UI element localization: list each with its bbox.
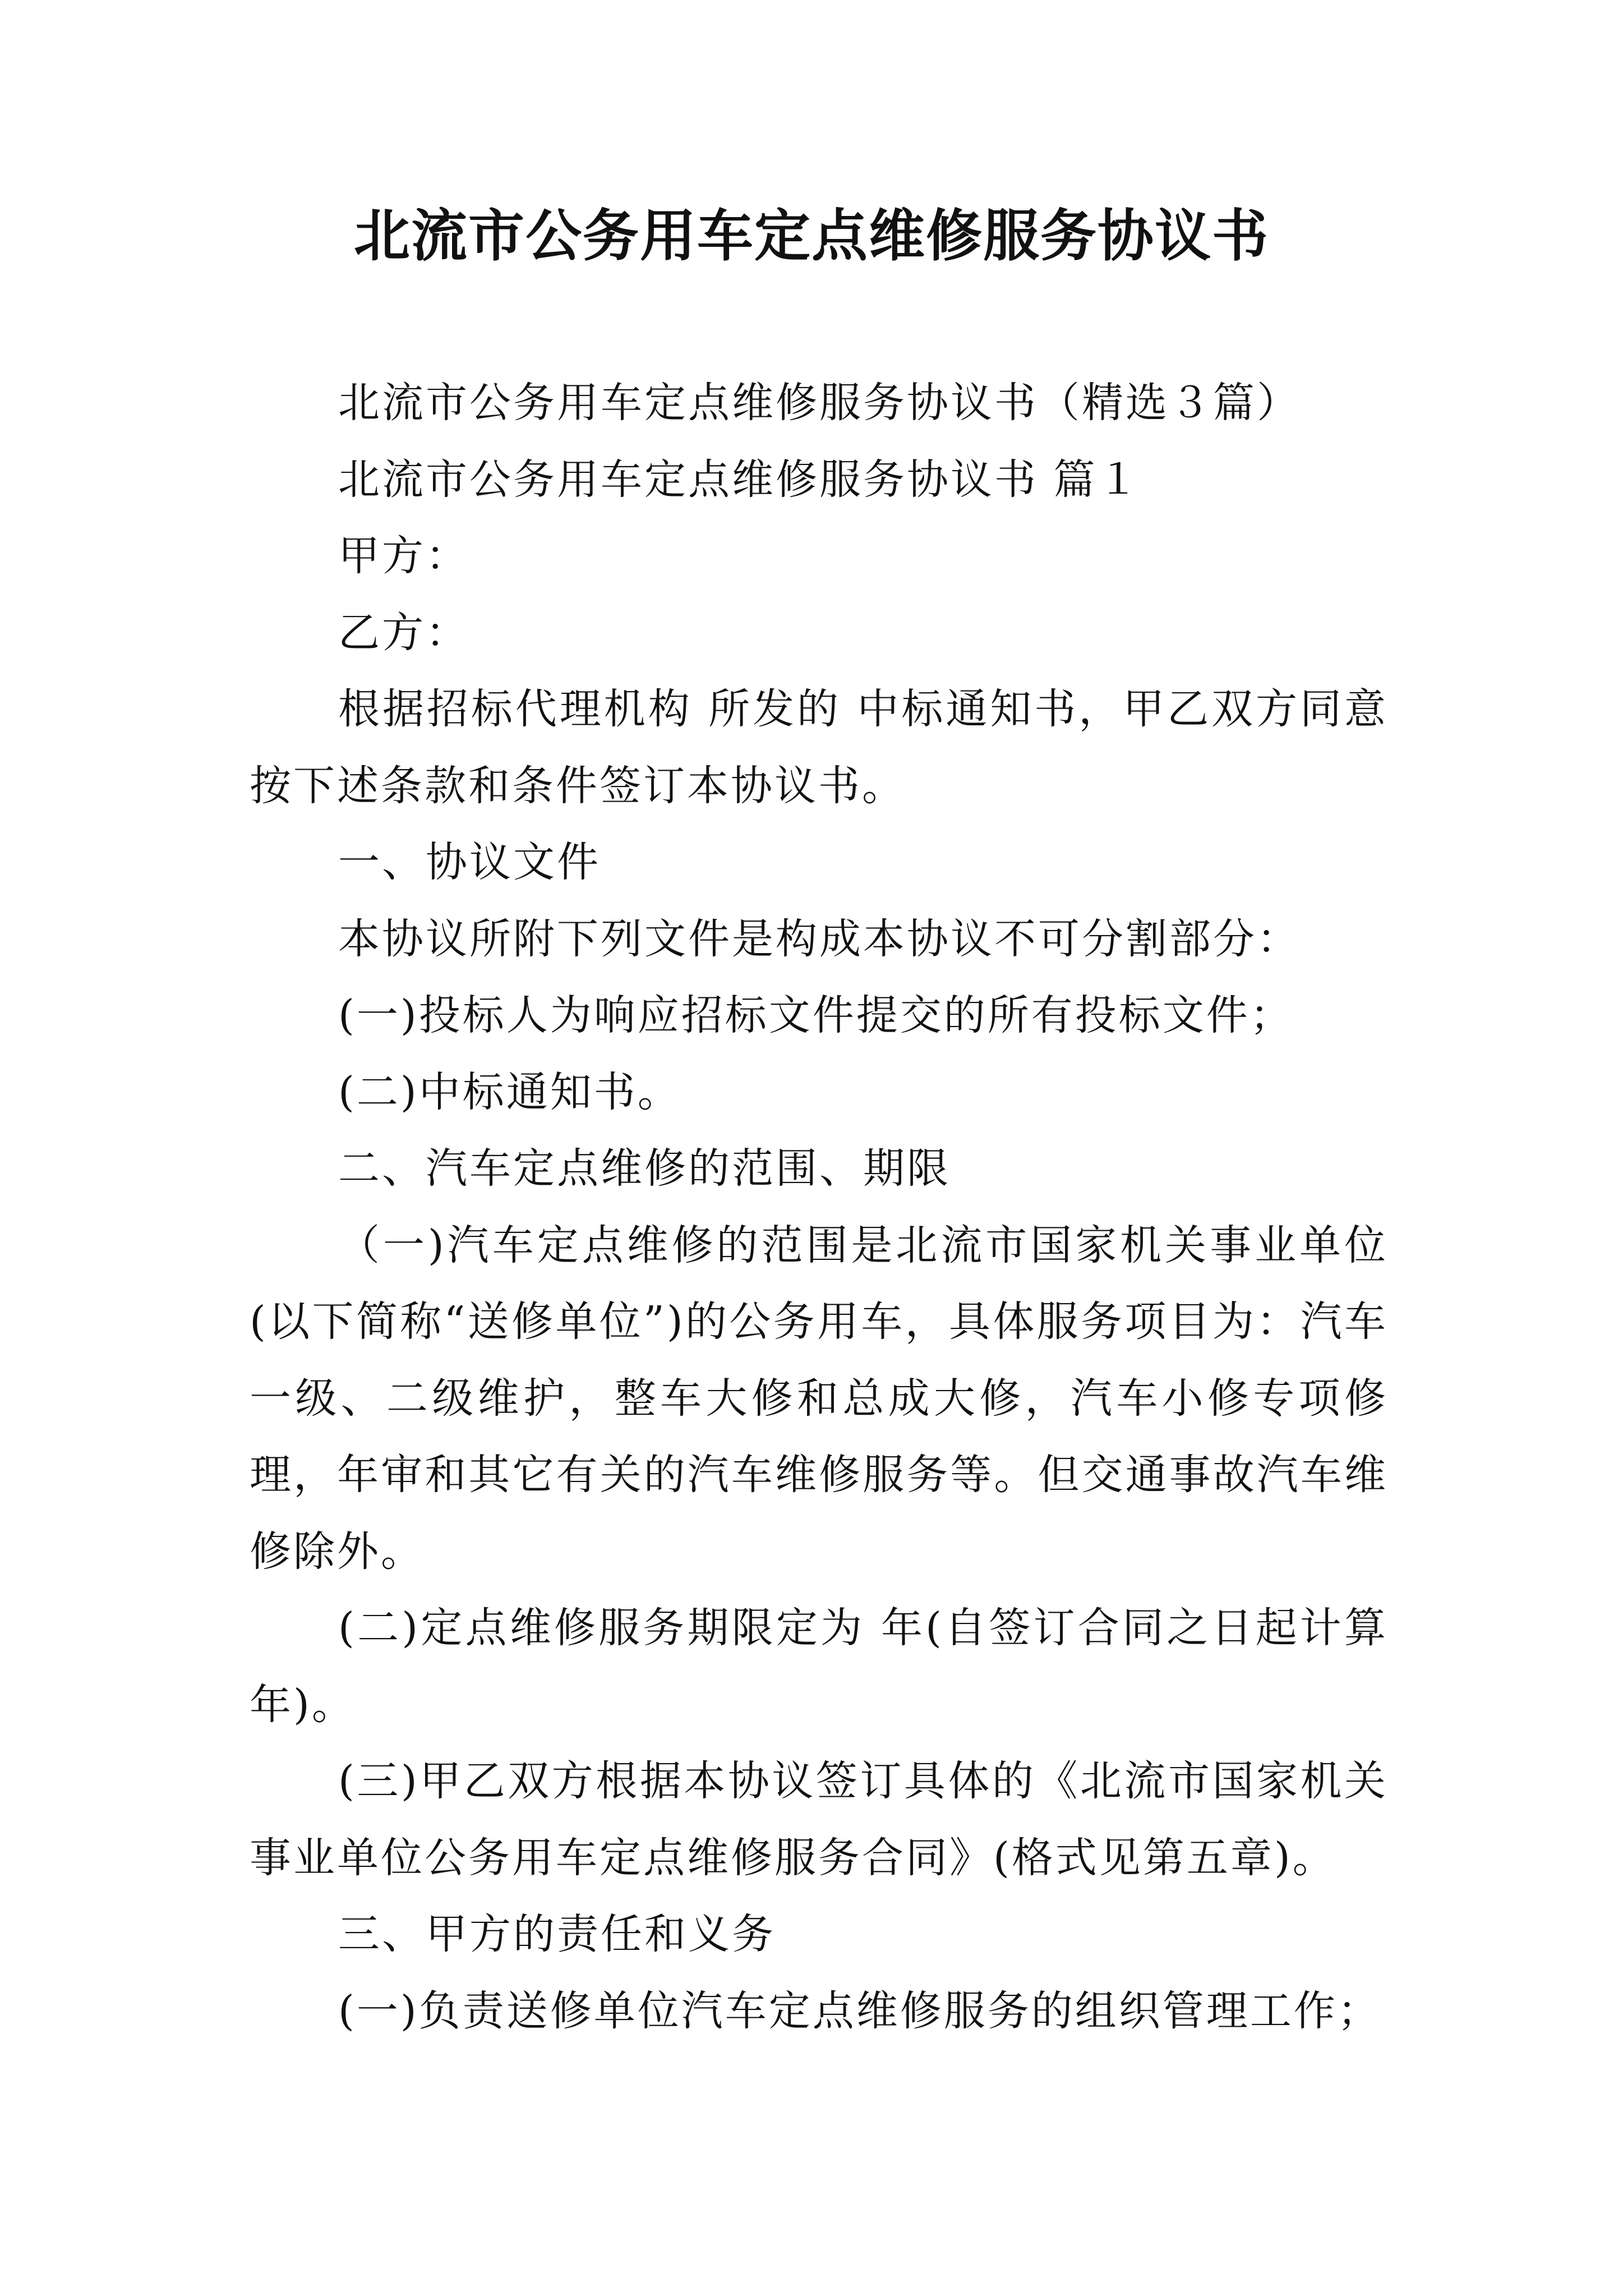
paragraph-subtitle: 北流市公务用车定点维修服务协议书（精选３篇）: [338, 379, 1301, 427]
paragraph-item: (二)中标通知书。: [338, 1068, 681, 1116]
paragraph-item: (一)投标人为响应招标文件提交的所有投标文件；: [338, 991, 1294, 1039]
paragraph-item: (二)定点维修服务期限定为 年(自签订合同之日起计算年)。: [250, 1604, 1388, 1729]
paragraph-item: (三)甲乙双方根据本协议签订具体的《北流市国家机关事业单位公务用车定点维修服务合同》(格式见第五章)。: [250, 1757, 1388, 1882]
paragraph-party-a: 甲方：: [338, 532, 469, 580]
paragraph-party-b: 乙方：: [338, 608, 469, 657]
paragraph-heading-1: 一、协议文件: [338, 838, 601, 886]
paragraph-section-heading: 北流市公务用车定点维修服务协议书 篇１: [338, 455, 1141, 504]
paragraph-item: (一)负责送修单位汽车定点维修服务的组织管理工作；: [338, 1986, 1381, 2035]
paragraph-item: 本协议所附下列文件是构成本协议不可分割部分：: [338, 914, 1301, 963]
document-title: 北流市公务用车定点维修服务协议书: [354, 203, 1269, 269]
paragraph-item: （一)汽车定点维修的范围是北流市国家机关事业单位(以下简称“送修单位”)的公务用车，具体服务项目为：汽车一级、二级维护，整车大修和总成大修，汽车小修专项修理，年审和其它有关的汽车维修服务等。但交通事故汽车维修除外。: [250, 1221, 1388, 1576]
paragraph-heading-3: 三、甲方的责任和义务: [338, 1910, 776, 1958]
paragraph-preamble: 根据招标代理机构 所发的 中标通知书，甲乙双方同意按下述条款和条件签订本协议书。: [250, 685, 1388, 810]
document-body: [250, 365, 1388, 2049]
paragraph-heading-2: 二、汽车定点维修的范围、期限: [338, 1144, 951, 1193]
